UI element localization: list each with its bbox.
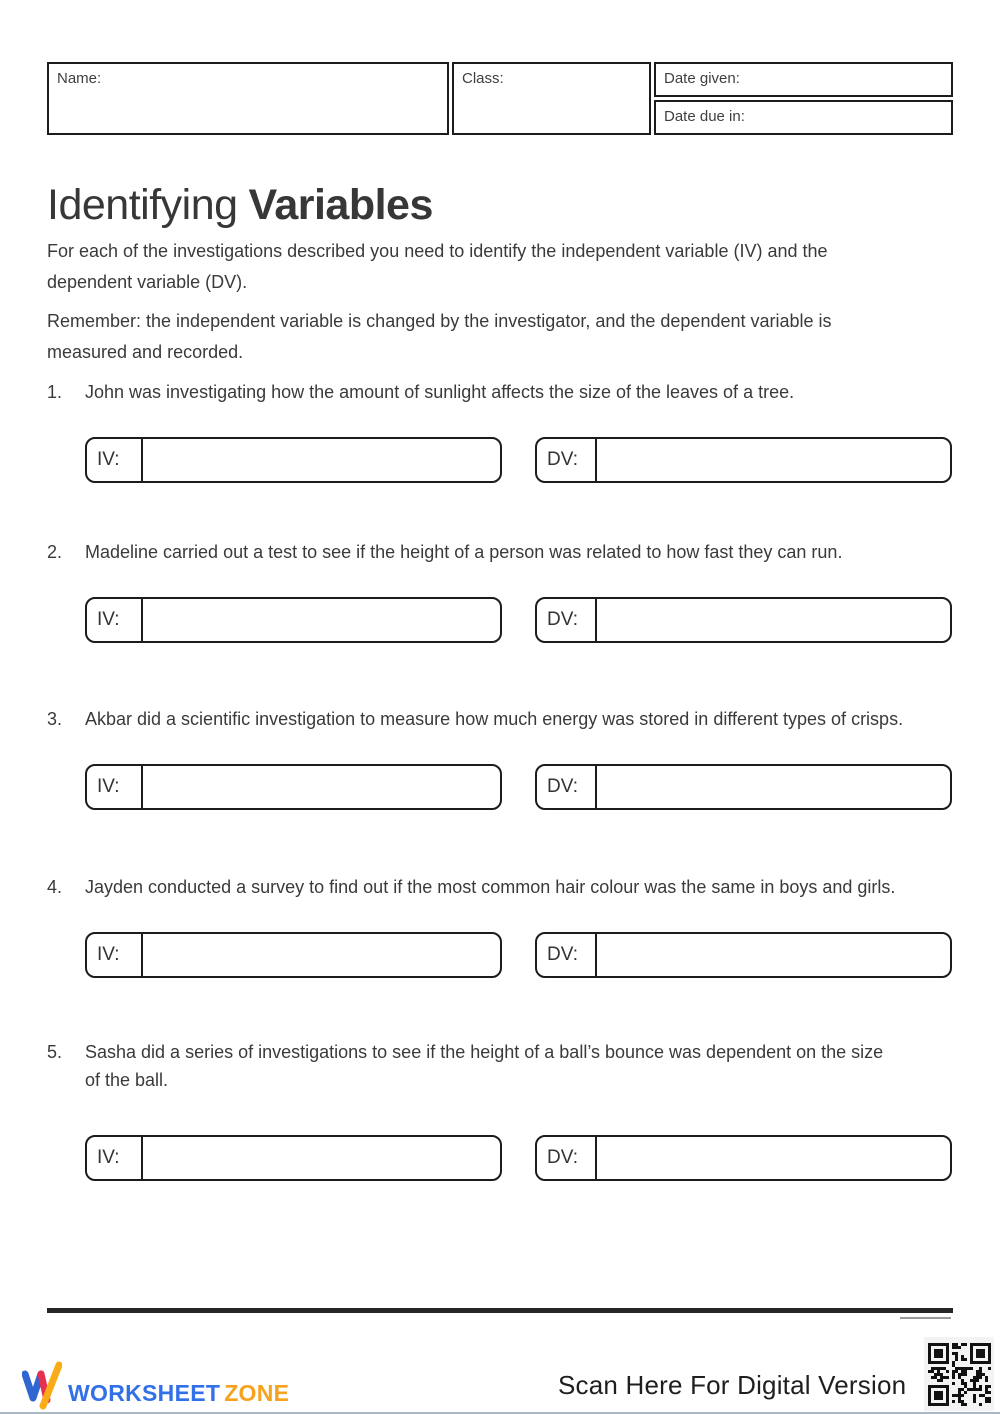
question-number: 2.	[47, 542, 63, 562]
question-number: 3.	[47, 709, 63, 729]
name-label: Name:	[57, 70, 102, 87]
dv-label: DV:	[537, 934, 597, 976]
question-number: 4.	[47, 877, 63, 897]
dv-answer-box-2[interactable]	[535, 597, 952, 643]
footer-divider	[47, 1308, 953, 1313]
brand-word-zone: ZONE	[224, 1379, 290, 1406]
intro-line: dependent variable (DV).	[47, 272, 248, 292]
dv-answer-box-4[interactable]	[535, 932, 952, 978]
iv-label: IV:	[87, 1137, 143, 1179]
dates-column	[654, 62, 953, 135]
question-2	[47, 538, 953, 630]
dv-input-area-5[interactable]	[597, 1137, 950, 1179]
question-line: Madeline carried out a test to see if the height of a person was related to how fast they can run.	[85, 542, 843, 562]
answer-row	[85, 437, 953, 483]
brand-text	[68, 1380, 289, 1407]
worksheetzone-logo-icon	[22, 1360, 62, 1412]
question-number: 1.	[47, 382, 63, 402]
question-5	[47, 1038, 953, 1168]
intro-line: For each of the investigations described you need to identify the independent variable (IV) and the	[47, 241, 828, 261]
question-text	[47, 378, 953, 406]
question-text	[47, 1038, 953, 1094]
iv-input-area-5[interactable]	[143, 1137, 500, 1179]
dv-label: DV:	[537, 439, 597, 481]
dv-label: DV:	[537, 1137, 597, 1179]
iv-answer-box-2[interactable]	[85, 597, 502, 643]
dv-label: DV:	[537, 599, 597, 641]
question-line: John was investigating how the amount of sunlight affects the size of the leaves of a tree.	[85, 382, 795, 402]
iv-input-area-2[interactable]	[143, 599, 500, 641]
class-label: Class:	[462, 70, 504, 87]
name-field[interactable]	[47, 62, 449, 135]
iv-input-area-3[interactable]	[143, 766, 500, 808]
dv-input-area-2[interactable]	[597, 599, 950, 641]
qr-code	[924, 1337, 994, 1411]
date-due-label: Date due in:	[664, 108, 745, 125]
date-given-label: Date given:	[664, 70, 740, 87]
worksheetzone-logo[interactable]	[22, 1360, 289, 1412]
answer-row	[85, 764, 953, 810]
date-due-field[interactable]	[654, 100, 953, 135]
reminder-line: measured and recorded.	[47, 342, 244, 362]
question-number: 5.	[47, 1042, 63, 1062]
iv-answer-box-3[interactable]	[85, 764, 502, 810]
answer-row	[85, 597, 953, 643]
dv-answer-box-5[interactable]	[535, 1135, 952, 1181]
title-word-bold: Variables	[248, 180, 433, 229]
intro-paragraph	[47, 236, 959, 298]
reminder-paragraph	[47, 306, 959, 368]
iv-label: IV:	[87, 599, 143, 641]
reminder-line: Remember: the independent variable is changed by the investigator, and the dependent variable is	[47, 311, 832, 331]
question-line: Sasha did a series of investigations to see if the height of a ball’s bounce was dependent on the size	[85, 1042, 884, 1062]
answer-row	[85, 1135, 953, 1181]
iv-input-area-1[interactable]	[143, 439, 500, 481]
title-word-regular: Identifying	[47, 180, 238, 229]
iv-answer-box-1[interactable]	[85, 437, 502, 483]
class-field[interactable]	[452, 62, 651, 135]
question-line: of the ball.	[85, 1070, 169, 1090]
question-text	[47, 705, 953, 733]
iv-input-area-4[interactable]	[143, 934, 500, 976]
page-title	[47, 181, 433, 230]
date-given-field[interactable]	[654, 62, 953, 97]
iv-label: IV:	[87, 766, 143, 808]
question-3	[47, 705, 953, 797]
qr-icon	[928, 1343, 991, 1406]
dv-input-area-1[interactable]	[597, 439, 950, 481]
dv-input-area-3[interactable]	[597, 766, 950, 808]
brand-word-worksheet: WORKSHEET	[68, 1379, 221, 1406]
scan-here-text: Scan Here For Digital Version	[558, 1370, 907, 1400]
question-line: Jayden conducted a survey to find out if the most common hair colour was the same in boys and girls.	[85, 877, 896, 897]
iv-answer-box-4[interactable]	[85, 932, 502, 978]
dv-input-area-4[interactable]	[597, 934, 950, 976]
question-text	[47, 538, 953, 566]
iv-label: IV:	[87, 439, 143, 481]
question-4	[47, 873, 953, 965]
iv-answer-box-5[interactable]	[85, 1135, 502, 1181]
dv-answer-box-1[interactable]	[535, 437, 952, 483]
question-1	[47, 378, 953, 470]
iv-label: IV:	[87, 934, 143, 976]
question-line: Akbar did a scientific investigation to measure how much energy was stored in different types of crisps.	[85, 709, 904, 729]
footer-divider-tick	[900, 1317, 951, 1319]
dv-label: DV:	[537, 766, 597, 808]
question-text	[47, 873, 953, 901]
answer-row	[85, 932, 953, 978]
header-table	[47, 62, 953, 135]
dv-answer-box-3[interactable]	[535, 764, 952, 810]
